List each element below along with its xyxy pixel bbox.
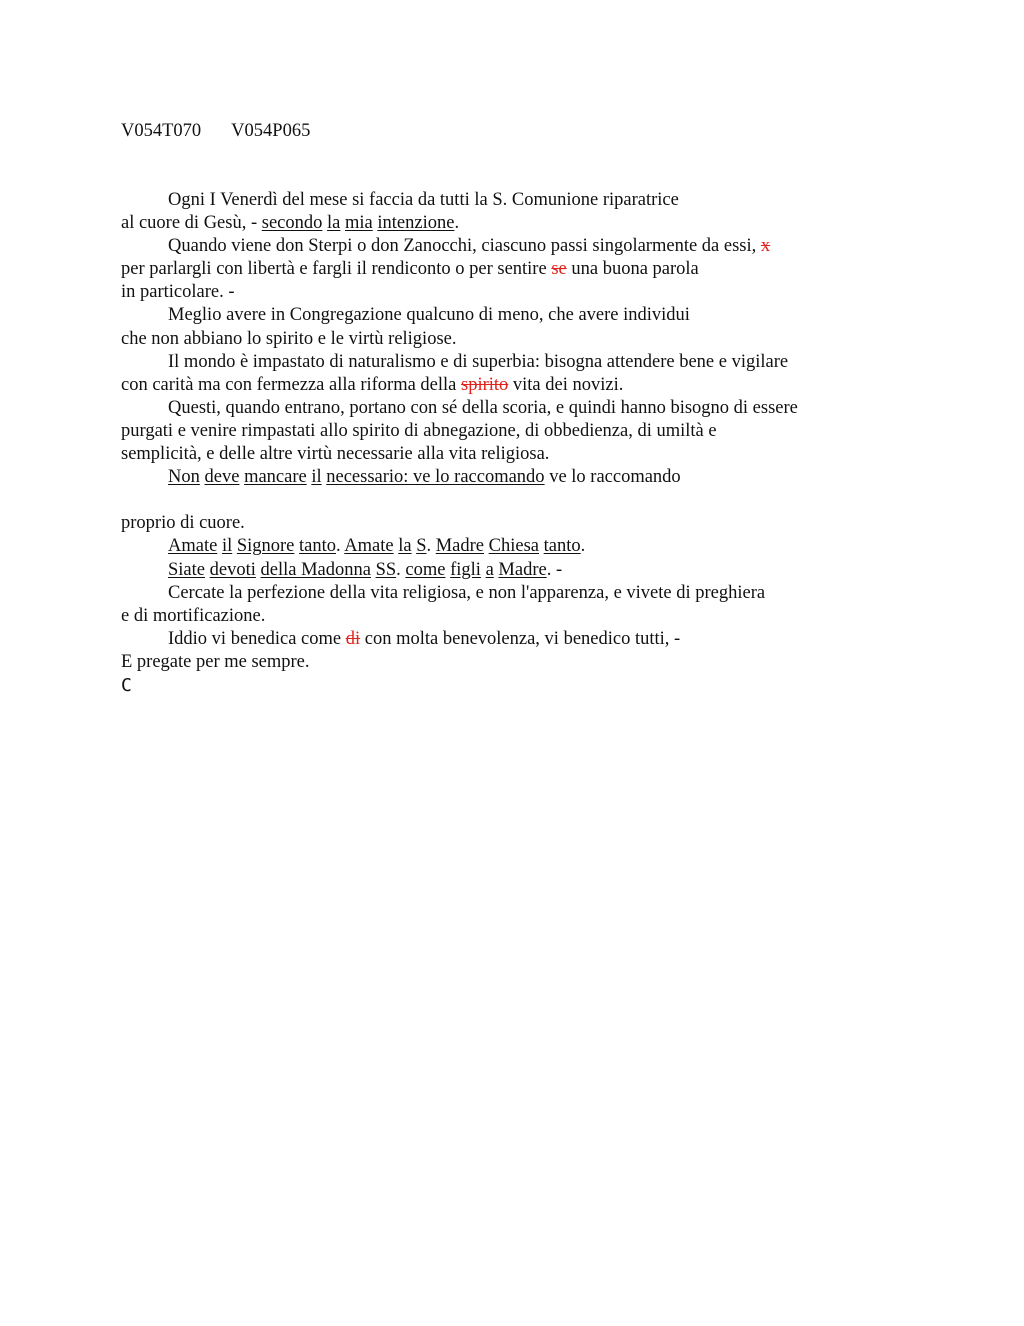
underlined-word: intenzione xyxy=(377,213,455,234)
text-line xyxy=(121,304,981,327)
document-header xyxy=(121,121,310,142)
underlined-word: Amate xyxy=(168,536,218,557)
line-text: per parlargli con libertà e fargli il rendiconto o per sentire xyxy=(121,259,552,280)
line-text: e di mortificazione. xyxy=(121,605,266,626)
line-text: Ogni I Venerdì del mese si faccia da tutti la S. Comunione riparatrice xyxy=(168,190,679,210)
text-line xyxy=(121,281,981,304)
line-text: Il mondo è impastato di naturalismo e di superbia: bisogna attendere bene e vigilare xyxy=(168,351,789,372)
underlined-word: secondo xyxy=(261,213,323,234)
line-text: in particolare. - xyxy=(121,282,235,303)
underlined-word: la xyxy=(327,213,341,234)
text-line: Amate il Signore tanto. Amate la S. Madre Chiesa tanto. xyxy=(168,536,586,557)
text-line xyxy=(121,258,981,281)
document-body xyxy=(121,189,981,697)
text-line xyxy=(121,374,981,397)
underlined-word: il xyxy=(221,536,233,557)
line-text: . - xyxy=(546,559,563,580)
text-line: Siate devoti della Madonna SS. come figli a Madre. - xyxy=(168,559,563,580)
text-line xyxy=(121,397,981,420)
underlined-word: Chiesa xyxy=(488,536,540,557)
line-text: con carità ma con fermezza alla riforma della xyxy=(121,374,461,395)
line-text: proprio di cuore. xyxy=(121,513,245,534)
line-text: Cercate la perfezione della vita religiosa, e non l'apparenza, e vivete di preghiera xyxy=(168,582,766,603)
underlined-word: SS xyxy=(375,559,397,580)
underlined-word: figli xyxy=(450,559,481,580)
text-line xyxy=(121,605,981,628)
deleted-text: se xyxy=(551,259,567,280)
underlined-word: mancare xyxy=(244,467,307,488)
underlined-word: il xyxy=(311,467,322,488)
underlined-word: tanto xyxy=(543,536,581,557)
text-line xyxy=(121,443,981,466)
line-text: al cuore di Gesù, - xyxy=(121,213,262,234)
line-text: Quando viene don Sterpi o don Zanocchi, ciascuno passi singolarmente da essi, xyxy=(168,236,761,257)
underlined-word: necessario: ve lo raccomando xyxy=(326,467,545,488)
trailing-mark: C xyxy=(121,674,132,696)
deleted-text: x xyxy=(760,236,771,257)
line-text: Meglio avere in Congregazione qualcuno di meno, che avere individui xyxy=(168,305,690,326)
underlined-word: Madre xyxy=(435,536,485,557)
underlined-word: della Madonna xyxy=(260,559,371,580)
line-text: . xyxy=(454,213,460,234)
underlined-word: S xyxy=(416,536,427,557)
line-text: Questi, quando entrano, portano con sé della scoria, e quindi hanno bisogno di essere xyxy=(168,397,798,418)
line-text: E pregate per me sempre. xyxy=(121,651,310,672)
underlined-word: Madre xyxy=(498,559,547,580)
line-text: che non abbiano lo spirito e le virtù religiose. xyxy=(121,328,457,349)
underlined-word: Non xyxy=(168,467,200,488)
text-line xyxy=(121,628,981,651)
underlined-word: Amate xyxy=(344,536,394,557)
underlined-word: come xyxy=(405,559,446,580)
text-line xyxy=(121,674,981,697)
page-code: V054P065 xyxy=(231,121,311,141)
text-line xyxy=(121,328,981,351)
line-text: semplicità, e delle altre virtù necessarie alla vita religiosa. xyxy=(121,444,550,465)
line-text: una buona parola xyxy=(566,259,699,280)
line-text: con molta benevolenza, vi benedico tutti, - xyxy=(360,628,681,649)
line-text: vita dei novizi. xyxy=(508,374,624,395)
line-text: Iddio vi benedica come xyxy=(168,628,346,649)
underlined-word: Signore xyxy=(236,536,295,557)
text-line xyxy=(121,351,981,374)
text-line xyxy=(121,512,981,535)
line-text: ve lo raccomando xyxy=(544,467,681,488)
underlined-word: a xyxy=(485,559,494,580)
text-line xyxy=(121,420,981,443)
blank-line xyxy=(121,489,981,512)
document-code: V054T070 xyxy=(121,121,202,141)
text-line xyxy=(121,466,981,489)
underlined-word: devoti xyxy=(209,559,256,580)
text-line xyxy=(121,212,981,235)
line-text: purgati e venire rimpastati allo spirito di abnegazione, di obbedienza, di umiltà e xyxy=(121,420,717,441)
text-line xyxy=(121,651,981,674)
underlined-word: la xyxy=(398,536,412,557)
underlined-word: Siate xyxy=(168,559,205,580)
text-line xyxy=(121,189,981,212)
underlined-word: deve xyxy=(204,467,240,488)
deleted-text: di xyxy=(345,628,361,649)
underlined-word: mia xyxy=(345,213,373,234)
deleted-text: spirito xyxy=(461,374,509,395)
text-line xyxy=(121,235,981,258)
text-line xyxy=(121,582,981,605)
underlined-word: tanto xyxy=(299,536,337,557)
